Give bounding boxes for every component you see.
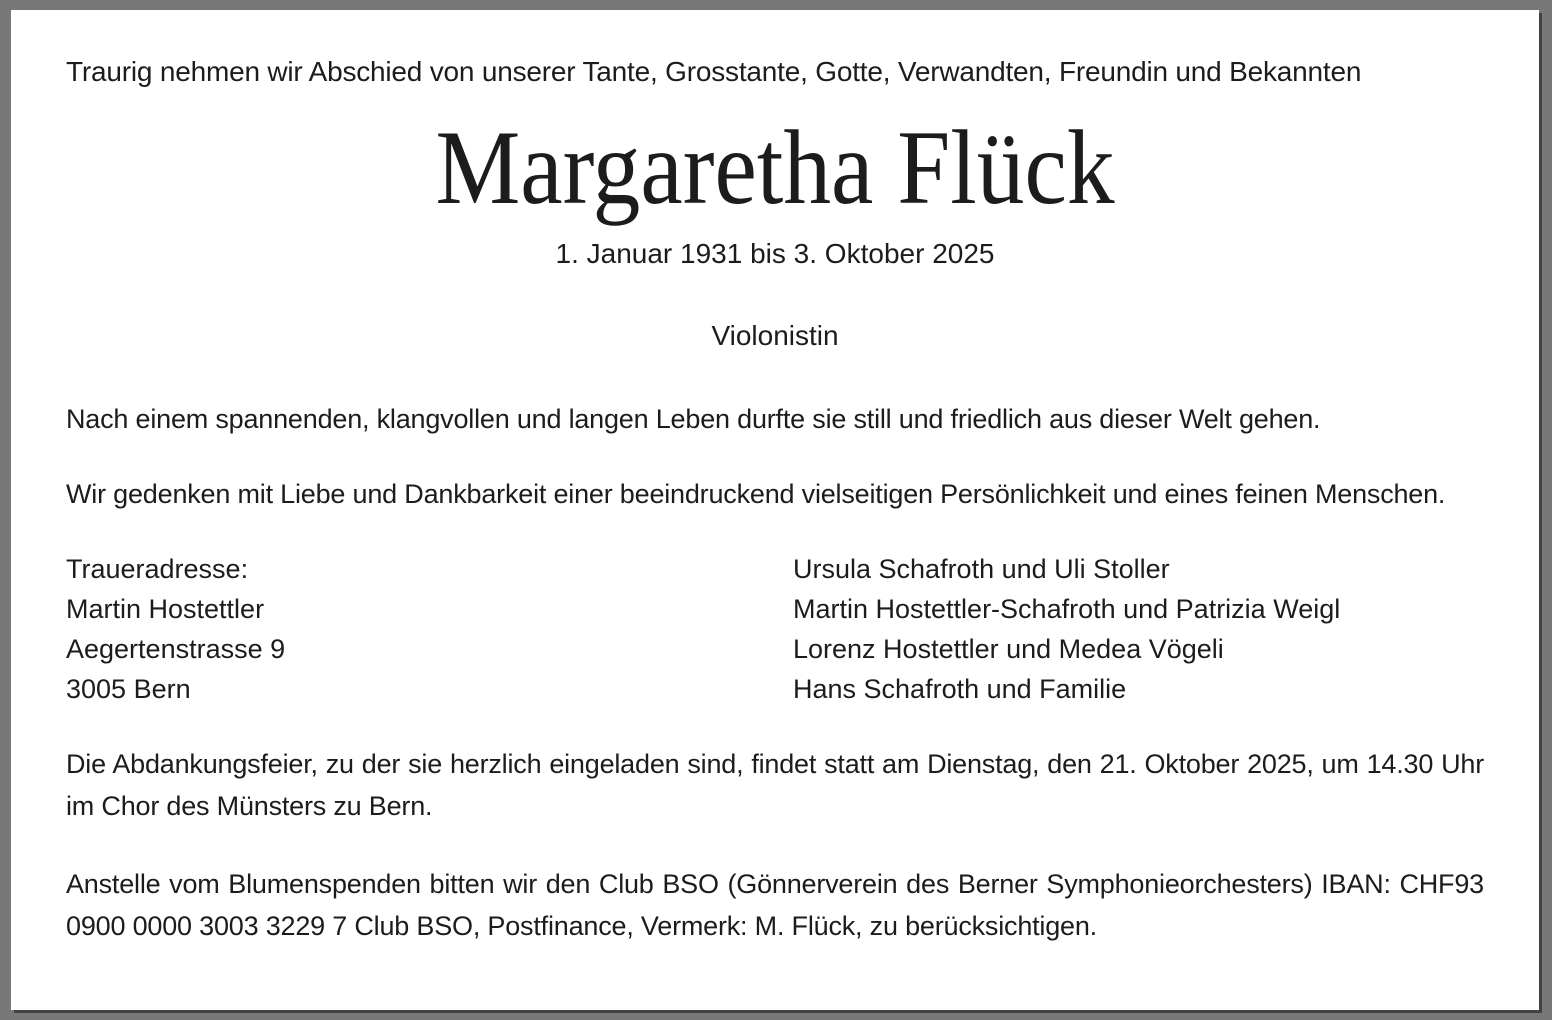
mourning-address-city: 3005 Bern (66, 674, 191, 704)
death-notice-page (11, 10, 1539, 1010)
family-member-line: Martin Hostettler-Schafroth und Patrizia Weigl (793, 594, 1341, 624)
mourning-address-street: Aegertenstrasse 9 (66, 634, 286, 664)
family-member-line: Hans Schafroth und Familie (793, 674, 1127, 704)
family-list (793, 549, 1484, 709)
funeral-paragraph: Die Abdankungsfeier, zu der sie herzlich eingeladen sind, findet statt am Dienstag, den 21. Oktober 2025, um 14.30 Uhr im Chor des Münsters zu Bern. (66, 749, 1484, 821)
donation-paragraph: Anstelle vom Blumenspenden bitten wir den Club BSO (Gönnerverein des Berner Symphonieorchesters) IBAN: CHF93 0900 0000 3003 3229 7 Club BSO, Postfinance, Vermerk: M. Flück, zu berücksichtigen. (66, 869, 1484, 941)
family-member-line: Lorenz Hostettler und Medea Vögeli (793, 634, 1224, 664)
intro-line: Traurig nehmen wir Abschied von unserer Tante, Grosstante, Gotte, Verwandten, Freundin und Bekannten (66, 56, 1362, 87)
life-dates: 1. Januar 1931 bis 3. Oktober 2025 (555, 238, 995, 269)
mourning-address-block (66, 549, 793, 709)
address-section (66, 549, 1484, 709)
profession: Violonistin (711, 320, 839, 351)
mourning-address-name: Martin Hostettler (66, 594, 265, 624)
family-member-line: Ursula Schafroth und Uli Stoller (793, 554, 1170, 584)
deceased-name: Margaretha Flück (435, 109, 1115, 226)
mourning-address-label: Traueradresse: (66, 554, 249, 584)
farewell-paragraph: Nach einem spannenden, klangvollen und langen Leben durfte sie still und friedlich aus dieser Welt gehen. (66, 404, 1321, 434)
remembrance-paragraph: Wir gedenken mit Liebe und Dankbarkeit einer beeindruckend vielseitigen Persönlichkeit und eines feinen Menschen. (66, 479, 1446, 509)
